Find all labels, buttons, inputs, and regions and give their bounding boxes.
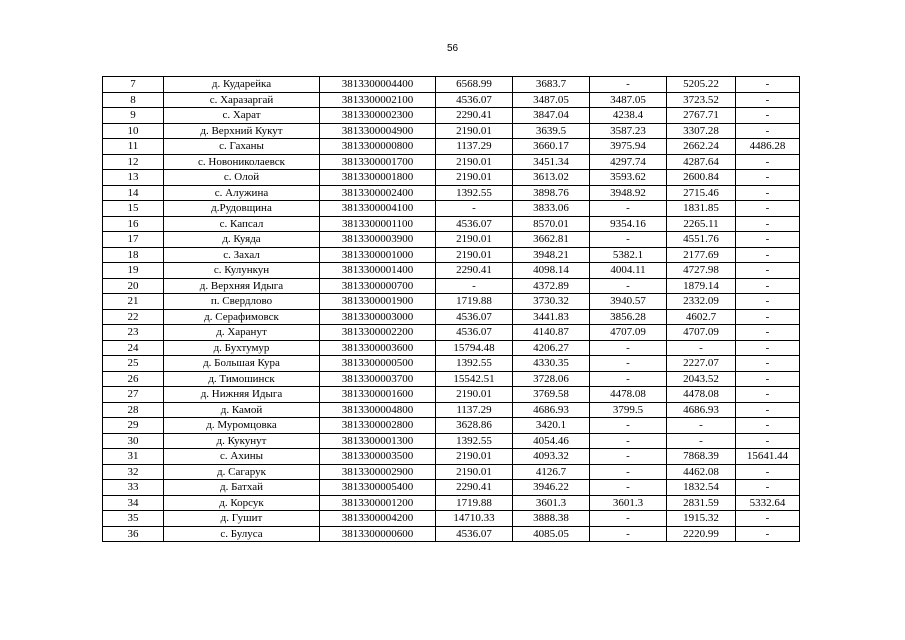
table-cell: 3813300001900 bbox=[320, 294, 436, 310]
table-cell: 2290.41 bbox=[436, 480, 513, 496]
table-row bbox=[103, 154, 800, 170]
table-cell: 3451.34 bbox=[513, 154, 590, 170]
table-cell: 3728.06 bbox=[513, 371, 590, 387]
table-cell: 4126.7 bbox=[513, 464, 590, 480]
table-row bbox=[103, 480, 800, 496]
table-cell: 3975.94 bbox=[590, 139, 667, 155]
table-cell: 5332.64 bbox=[736, 495, 800, 511]
table-cell: п. Свердлово bbox=[164, 294, 320, 310]
table-cell: 3813300000700 bbox=[320, 278, 436, 294]
table-cell: 3813300001700 bbox=[320, 154, 436, 170]
table-cell: 2190.01 bbox=[436, 387, 513, 403]
table-row bbox=[103, 433, 800, 449]
table-cell: д. Муромцовка bbox=[164, 418, 320, 434]
table-cell: - bbox=[736, 464, 800, 480]
table-cell: 22 bbox=[103, 309, 164, 325]
table-row bbox=[103, 216, 800, 232]
table-cell: 4727.98 bbox=[667, 263, 736, 279]
table-cell: с. Ахины bbox=[164, 449, 320, 465]
table-cell: 3730.32 bbox=[513, 294, 590, 310]
table-row bbox=[103, 294, 800, 310]
table-cell: - bbox=[736, 278, 800, 294]
table-row bbox=[103, 402, 800, 418]
table-cell: 18 bbox=[103, 247, 164, 263]
table-cell: - bbox=[736, 185, 800, 201]
table-cell: 15641.44 bbox=[736, 449, 800, 465]
table-cell: д. Батхай bbox=[164, 480, 320, 496]
table-cell: 2190.01 bbox=[436, 154, 513, 170]
table-cell: 7 bbox=[103, 77, 164, 93]
table-cell: - bbox=[736, 387, 800, 403]
table-cell: 7868.39 bbox=[667, 449, 736, 465]
table-cell: 3948.92 bbox=[590, 185, 667, 201]
table-row bbox=[103, 309, 800, 325]
table-cell: 3813300004400 bbox=[320, 77, 436, 93]
table-cell: 4098.14 bbox=[513, 263, 590, 279]
table-cell: д. Корсук bbox=[164, 495, 320, 511]
table-cell: 3813300003700 bbox=[320, 371, 436, 387]
table-cell: д. Гушит bbox=[164, 511, 320, 527]
table-cell: 3441.83 bbox=[513, 309, 590, 325]
table-cell: - bbox=[736, 154, 800, 170]
table-cell: - bbox=[667, 340, 736, 356]
table-cell: - bbox=[590, 340, 667, 356]
table-cell: 3769.58 bbox=[513, 387, 590, 403]
table-cell: 9 bbox=[103, 108, 164, 124]
table-cell: - bbox=[590, 526, 667, 542]
table-cell: 20 bbox=[103, 278, 164, 294]
table-cell: 21 bbox=[103, 294, 164, 310]
table-cell: - bbox=[436, 201, 513, 217]
table-cell: 26 bbox=[103, 371, 164, 387]
table-cell: 3948.21 bbox=[513, 247, 590, 263]
table-cell: - bbox=[736, 356, 800, 372]
table-cell: - bbox=[736, 433, 800, 449]
table-cell: 3601.3 bbox=[513, 495, 590, 511]
table-cell: 3813300003500 bbox=[320, 449, 436, 465]
table-row bbox=[103, 170, 800, 186]
table-row bbox=[103, 418, 800, 434]
table-cell: - bbox=[590, 464, 667, 480]
table-cell: 3587.23 bbox=[590, 123, 667, 139]
table-cell: 3813300002800 bbox=[320, 418, 436, 434]
table-cell: 4536.07 bbox=[436, 92, 513, 108]
table-cell: - bbox=[590, 371, 667, 387]
table-cell: д. Бухтумур bbox=[164, 340, 320, 356]
table-cell: 2190.01 bbox=[436, 449, 513, 465]
table-cell: 2600.84 bbox=[667, 170, 736, 186]
table-cell: 3420.1 bbox=[513, 418, 590, 434]
table-row bbox=[103, 464, 800, 480]
table-cell: 4536.07 bbox=[436, 216, 513, 232]
page-number: 56 bbox=[446, 43, 459, 54]
table-cell: 3799.5 bbox=[590, 402, 667, 418]
table-cell: 12 bbox=[103, 154, 164, 170]
table-cell: 3813300003600 bbox=[320, 340, 436, 356]
table-cell: 4085.05 bbox=[513, 526, 590, 542]
table-cell: 3813300000800 bbox=[320, 139, 436, 155]
table-cell: 2190.01 bbox=[436, 464, 513, 480]
table-cell: с. Алужина bbox=[164, 185, 320, 201]
table-cell: с. Кулункун bbox=[164, 263, 320, 279]
table-cell: 3813300001600 bbox=[320, 387, 436, 403]
table-cell: 5382.1 bbox=[590, 247, 667, 263]
table-cell: - bbox=[590, 480, 667, 496]
table-cell: 1392.55 bbox=[436, 433, 513, 449]
table-cell: 3813300003000 bbox=[320, 309, 436, 325]
table-cell: с. Захал bbox=[164, 247, 320, 263]
table-cell: 1719.88 bbox=[436, 294, 513, 310]
table-cell: 3813300001200 bbox=[320, 495, 436, 511]
table-cell: 1392.55 bbox=[436, 356, 513, 372]
table-cell: 15794.48 bbox=[436, 340, 513, 356]
table-cell: 3813300002400 bbox=[320, 185, 436, 201]
table-cell: 3813300002900 bbox=[320, 464, 436, 480]
table-cell: 4297.74 bbox=[590, 154, 667, 170]
table-row bbox=[103, 526, 800, 542]
table-row bbox=[103, 139, 800, 155]
table-cell: 35 bbox=[103, 511, 164, 527]
table-cell: - bbox=[590, 511, 667, 527]
table-cell: с. Капсал bbox=[164, 216, 320, 232]
table-cell: д. Верхняя Идыга bbox=[164, 278, 320, 294]
table-cell: 3813300000600 bbox=[320, 526, 436, 542]
table-cell: - bbox=[736, 526, 800, 542]
table-cell: 2290.41 bbox=[436, 108, 513, 124]
table-cell: 3813300001400 bbox=[320, 263, 436, 279]
table-cell: - bbox=[590, 77, 667, 93]
table-cell: 3683.7 bbox=[513, 77, 590, 93]
table-cell: 3662.81 bbox=[513, 232, 590, 248]
table-cell: 3813300001100 bbox=[320, 216, 436, 232]
table-cell: 4536.07 bbox=[436, 325, 513, 341]
table-cell: д. Верхний Кукут bbox=[164, 123, 320, 139]
table-cell: с. Харазаргай bbox=[164, 92, 320, 108]
table-cell: 32 bbox=[103, 464, 164, 480]
table-cell: 4486.28 bbox=[736, 139, 800, 155]
table-cell: с. Новониколаевск bbox=[164, 154, 320, 170]
table-cell: 3487.05 bbox=[513, 92, 590, 108]
table-cell: 4686.93 bbox=[513, 402, 590, 418]
table-cell: 3813300004100 bbox=[320, 201, 436, 217]
table-cell: д. Кударейка bbox=[164, 77, 320, 93]
table-cell: 3813300004900 bbox=[320, 123, 436, 139]
table-cell: 3723.52 bbox=[667, 92, 736, 108]
table-cell: 2190.01 bbox=[436, 170, 513, 186]
table-cell: 4707.09 bbox=[667, 325, 736, 341]
table-cell: 29 bbox=[103, 418, 164, 434]
table-cell: 1831.85 bbox=[667, 201, 736, 217]
table-cell: 2332.09 bbox=[667, 294, 736, 310]
table-cell: 4602.7 bbox=[667, 309, 736, 325]
table-cell: 2290.41 bbox=[436, 263, 513, 279]
table-cell: 4330.35 bbox=[513, 356, 590, 372]
table-cell: 4206.27 bbox=[513, 340, 590, 356]
table-cell: 3946.22 bbox=[513, 480, 590, 496]
table-row bbox=[103, 77, 800, 93]
table-row bbox=[103, 511, 800, 527]
table-cell: 4287.64 bbox=[667, 154, 736, 170]
table-row bbox=[103, 356, 800, 372]
table-cell: 3593.62 bbox=[590, 170, 667, 186]
table-cell: 2662.24 bbox=[667, 139, 736, 155]
table-cell: 2190.01 bbox=[436, 232, 513, 248]
table-cell: 23 bbox=[103, 325, 164, 341]
table-row bbox=[103, 340, 800, 356]
table-cell: 4238.4 bbox=[590, 108, 667, 124]
table-cell: 3898.76 bbox=[513, 185, 590, 201]
table-cell: 14710.33 bbox=[436, 511, 513, 527]
table-cell: 3888.38 bbox=[513, 511, 590, 527]
table-cell: 3601.3 bbox=[590, 495, 667, 511]
table-cell: - bbox=[667, 418, 736, 434]
table-cell: 2190.01 bbox=[436, 123, 513, 139]
table-cell: 3833.06 bbox=[513, 201, 590, 217]
table-cell: д. Серафимовск bbox=[164, 309, 320, 325]
data-table bbox=[102, 76, 800, 542]
table-cell: 2831.59 bbox=[667, 495, 736, 511]
table-cell: 3813300000500 bbox=[320, 356, 436, 372]
table-cell: 14 bbox=[103, 185, 164, 201]
table-cell: 4536.07 bbox=[436, 526, 513, 542]
table-cell: с. Булуса bbox=[164, 526, 320, 542]
table-cell: - bbox=[736, 325, 800, 341]
table-cell: 1915.32 bbox=[667, 511, 736, 527]
table-cell: - bbox=[736, 480, 800, 496]
table-cell: 3813300005400 bbox=[320, 480, 436, 496]
table-cell: 4536.07 bbox=[436, 309, 513, 325]
table-cell: 3660.17 bbox=[513, 139, 590, 155]
table-row bbox=[103, 263, 800, 279]
table-cell: 4551.76 bbox=[667, 232, 736, 248]
table-cell: - bbox=[590, 201, 667, 217]
table-cell: 2043.52 bbox=[667, 371, 736, 387]
table-cell: 10 bbox=[103, 123, 164, 139]
table-cell: 3856.28 bbox=[590, 309, 667, 325]
table-cell: д. Камой bbox=[164, 402, 320, 418]
table-cell: 17 bbox=[103, 232, 164, 248]
table-cell: д. Харанут bbox=[164, 325, 320, 341]
table-cell: 3628.86 bbox=[436, 418, 513, 434]
table-cell: - bbox=[736, 108, 800, 124]
table-row bbox=[103, 371, 800, 387]
table-cell: д. Куяда bbox=[164, 232, 320, 248]
table-cell: - bbox=[736, 371, 800, 387]
table-cell: д. Большая Кура bbox=[164, 356, 320, 372]
table-cell: - bbox=[736, 511, 800, 527]
table-cell: 3813300002100 bbox=[320, 92, 436, 108]
table-cell: 3487.05 bbox=[590, 92, 667, 108]
table-cell: - bbox=[736, 216, 800, 232]
table-cell: 1137.29 bbox=[436, 402, 513, 418]
table-cell: - bbox=[736, 92, 800, 108]
table-cell: - bbox=[736, 201, 800, 217]
table-cell: 4462.08 bbox=[667, 464, 736, 480]
table-cell: 3813300002200 bbox=[320, 325, 436, 341]
table-cell: 3813300003900 bbox=[320, 232, 436, 248]
table-row bbox=[103, 278, 800, 294]
table-row bbox=[103, 123, 800, 139]
table-row bbox=[103, 92, 800, 108]
table-cell: - bbox=[736, 170, 800, 186]
table-row bbox=[103, 387, 800, 403]
table-cell: 3847.04 bbox=[513, 108, 590, 124]
table-cell: - bbox=[590, 356, 667, 372]
table-cell: - bbox=[736, 263, 800, 279]
table-cell: - bbox=[736, 309, 800, 325]
table-cell: 4054.46 bbox=[513, 433, 590, 449]
table-cell: 33 bbox=[103, 480, 164, 496]
table-cell: - bbox=[736, 402, 800, 418]
table-cell: 13 bbox=[103, 170, 164, 186]
table-cell: 27 bbox=[103, 387, 164, 403]
table-row bbox=[103, 232, 800, 248]
table-cell: с. Гаханы bbox=[164, 139, 320, 155]
table-cell: 2177.69 bbox=[667, 247, 736, 263]
table-cell: 34 bbox=[103, 495, 164, 511]
table-cell: 3813300001800 bbox=[320, 170, 436, 186]
table-cell: 4686.93 bbox=[667, 402, 736, 418]
table-cell: - bbox=[736, 340, 800, 356]
table-cell: 16 bbox=[103, 216, 164, 232]
table-cell: - bbox=[736, 247, 800, 263]
table-cell: - bbox=[736, 232, 800, 248]
table-cell: 3813300001300 bbox=[320, 433, 436, 449]
table-cell: 5205.22 bbox=[667, 77, 736, 93]
table-cell: 3813300004800 bbox=[320, 402, 436, 418]
table-cell: - bbox=[436, 278, 513, 294]
table-row bbox=[103, 247, 800, 263]
table-body bbox=[103, 77, 800, 542]
table-row bbox=[103, 495, 800, 511]
table-cell: 2265.11 bbox=[667, 216, 736, 232]
table-cell: 4140.87 bbox=[513, 325, 590, 341]
table-cell: 36 bbox=[103, 526, 164, 542]
table-cell: 6568.99 bbox=[436, 77, 513, 93]
table-cell: 25 bbox=[103, 356, 164, 372]
table-cell: 3613.02 bbox=[513, 170, 590, 186]
table-cell: 4372.89 bbox=[513, 278, 590, 294]
table-cell: д. Тимошинск bbox=[164, 371, 320, 387]
table-cell: 2767.71 bbox=[667, 108, 736, 124]
table-cell: 11 bbox=[103, 139, 164, 155]
table-cell: д. Кукунут bbox=[164, 433, 320, 449]
table-cell: 30 bbox=[103, 433, 164, 449]
table-cell: 15 bbox=[103, 201, 164, 217]
table-cell: 2715.46 bbox=[667, 185, 736, 201]
table-cell: - bbox=[590, 433, 667, 449]
table-cell: 24 bbox=[103, 340, 164, 356]
table-cell: - bbox=[736, 123, 800, 139]
table-cell: 3940.57 bbox=[590, 294, 667, 310]
table-cell: - bbox=[736, 418, 800, 434]
table-cell: 1832.54 bbox=[667, 480, 736, 496]
table-row bbox=[103, 108, 800, 124]
table-cell: 1137.29 bbox=[436, 139, 513, 155]
table-row bbox=[103, 185, 800, 201]
table-cell: - bbox=[736, 294, 800, 310]
table-cell: - bbox=[667, 433, 736, 449]
table-cell: с. Харат bbox=[164, 108, 320, 124]
table-cell: 3307.28 bbox=[667, 123, 736, 139]
table-cell: 4093.32 bbox=[513, 449, 590, 465]
table-cell: 2190.01 bbox=[436, 247, 513, 263]
table-row bbox=[103, 201, 800, 217]
table-cell: 1719.88 bbox=[436, 495, 513, 511]
table-cell: 31 bbox=[103, 449, 164, 465]
table-cell: 4478.08 bbox=[667, 387, 736, 403]
table-cell: 8 bbox=[103, 92, 164, 108]
table-cell: с. Олой bbox=[164, 170, 320, 186]
table-cell: - bbox=[590, 278, 667, 294]
table-cell: - bbox=[590, 232, 667, 248]
table-row bbox=[103, 325, 800, 341]
table-cell: 4004.11 bbox=[590, 263, 667, 279]
table-cell: - bbox=[736, 77, 800, 93]
table-cell: 8570.01 bbox=[513, 216, 590, 232]
table-cell: д. Сагарук bbox=[164, 464, 320, 480]
table-cell: 15542.51 bbox=[436, 371, 513, 387]
table-cell: 3813300001000 bbox=[320, 247, 436, 263]
table-cell: 3639.5 bbox=[513, 123, 590, 139]
table-cell: 4478.08 bbox=[590, 387, 667, 403]
table-cell: 3813300004200 bbox=[320, 511, 436, 527]
table-cell: д.Рудовщина bbox=[164, 201, 320, 217]
table-cell: д. Нижняя Идыга bbox=[164, 387, 320, 403]
table-cell: - bbox=[590, 418, 667, 434]
table-cell: 9354.16 bbox=[590, 216, 667, 232]
table-cell: 19 bbox=[103, 263, 164, 279]
table-cell: 2220.99 bbox=[667, 526, 736, 542]
table-cell: 3813300002300 bbox=[320, 108, 436, 124]
table-cell: 1392.55 bbox=[436, 185, 513, 201]
table-cell: 2227.07 bbox=[667, 356, 736, 372]
table-cell: 28 bbox=[103, 402, 164, 418]
table-cell: - bbox=[590, 449, 667, 465]
table-cell: 4707.09 bbox=[590, 325, 667, 341]
table-cell: 1879.14 bbox=[667, 278, 736, 294]
table-row bbox=[103, 449, 800, 465]
